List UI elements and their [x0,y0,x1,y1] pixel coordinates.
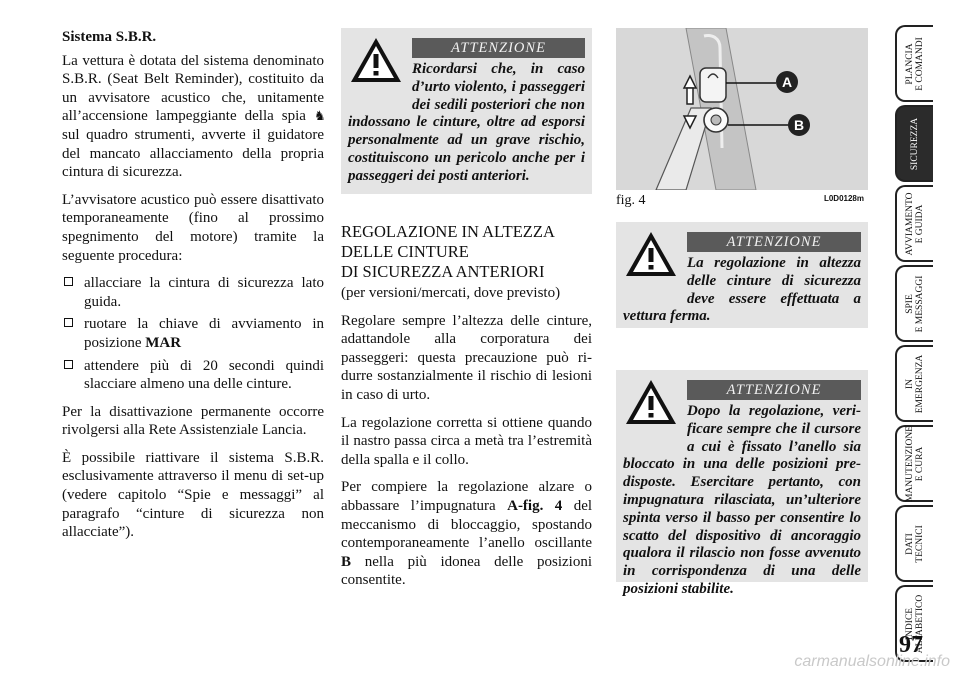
warning-header: ATTENZIONE [687,232,861,252]
paragraph: La vettura è dotata del sistema denominato S.B.R. (Seat Belt Reminder), costituito da un avvisatore acustico che, unitamente all’accensione lampeggiante della spia ♞ sul quadro strumenti, avverte il guidatore del mancato allacciamento della propria cintura di sicurezza. [62,52,326,181]
paragraph: Per la disattivazione permanente occorre rivolgersi alla Rete Assistenziale Lancia. [62,403,324,439]
paragraph: La regolazione corretta si ottiene quando il nastro passa circa a metà tra l’estremità della spalla e il collo. [341,414,592,468]
warning-text: Ricordarsi che, in caso d’urto violento, i passeggeri dei sedili posteriori che non indossano le cinture, oltre ad esporsi personalmente ad un grave rischio, costituiscono un pericolo anche per i passeggeri dei posti anteriori. [348,61,585,184]
list-item: allacciare la cintura di sicurezza lato guida. [62,274,324,311]
column-left [62,28,324,551]
checkbox-bullet-icon [64,277,73,286]
procedure-list [62,274,324,394]
tab-indice-alfabetico[interactable]: INDICE ALFABETICO [895,585,933,662]
callout-a: A [781,74,793,90]
section-title-sbr: Sistema S.B.R. [62,29,157,45]
tab-plancia-e-comandi[interactable]: PLANCIA E COMANDI [895,25,933,102]
list-item: attendere più di 20 secondi quindi slacciare almeno una delle cinture. [62,357,324,394]
list-item: ruotare la chiave di avviamento in posizione MAR [62,315,324,352]
warning-box [341,28,592,194]
warning-header: ATTENZIONE [412,38,585,58]
seatbelt-adjuster-illustration [616,28,868,190]
tab-spie-e-messaggi[interactable]: SPIE E MESSAGGI [895,265,933,342]
checkbox-bullet-icon [64,360,73,369]
column-middle [341,28,592,599]
warning-triangle-icon [624,230,678,278]
warning-text: La regolazione in altezza delle cinture di sicurezza deve essere effettuata a vettura ferma. [623,255,861,325]
tab-dati-tecnici[interactable]: DATI TECNICI [895,505,933,582]
figure-seatbelt-adjuster [616,28,868,190]
section-heading: REGOLAZIONE IN ALTEZZA DELLE CINTURE DI SICUREZZA ANTERIORI [341,222,555,281]
tab-manutenzione-e-cura[interactable]: MANUTENZIONE E CURA [895,425,933,502]
seatbelt-warning-icon: ♞ [314,108,326,124]
tab-sicurezza[interactable]: SICUREZZA [895,105,933,182]
chapter-tabs [895,25,933,665]
tab-avviamento-e-guida[interactable]: AVVIAMENTO E GUIDA [895,185,933,262]
callout-b: B [793,117,805,133]
paragraph: Regolare sempre l’altezza delle cinture, adattandole alla corporatura dei passeggeri: questa precauzione può ridurre sostanzialmente il rischio di lesioni in caso di urto. [341,312,592,403]
warning-box [616,222,868,328]
figure-caption: fig. 4 L0D0128m [616,193,864,208]
tab-in-emergenza[interactable]: IN EMERGENZA [895,345,933,422]
paragraph: È possibile riattivare il sistema S.B.R. esclusivamente attraverso il menu di set-up (vedere capitolo “Spie e messaggi” al paragrafo “cinture di sicurezza non allacciate”). [62,449,324,541]
warning-text: Dopo la regolazione, verificare sempre che il cursore a cui è fissato l’anello sia bloccato in una delle posizioni predisposte. Esercitare pertanto, con impugnatura rilasciata, un’ulteriore spinta verso il basso per consentire lo scatto del dispositivo di ancoraggio qualora il rilascio non fosse avvenuto in corrispondenza di una delle posizioni stabilite. [623,403,861,597]
page-number: 97 [899,632,923,658]
warning-box [616,370,868,597]
checkbox-bullet-icon [64,318,73,327]
warning-header: ATTENZIONE [687,380,861,400]
warning-triangle-icon [349,36,403,84]
section-subtitle: (per versioni/mercati, dove previsto) [341,285,561,301]
warning-triangle-icon [624,378,678,426]
watermark: carmanualsonline.info [794,653,950,670]
paragraph: L’avvisatore acustico può essere disattivato temporaneamente (fino al prossimo spegnimento del motore) tramite la seguente procedura: [62,191,324,264]
figure-code: L0D0128m [823,194,864,203]
paragraph: Per compiere la regolazione alzare o abbassare l’impugnatura A-fig. 4 del meccanismo di bloccaggio, spostando contemporaneamente l’anello oscillante B nella più idonea delle posizioni consentite. [341,479,593,589]
